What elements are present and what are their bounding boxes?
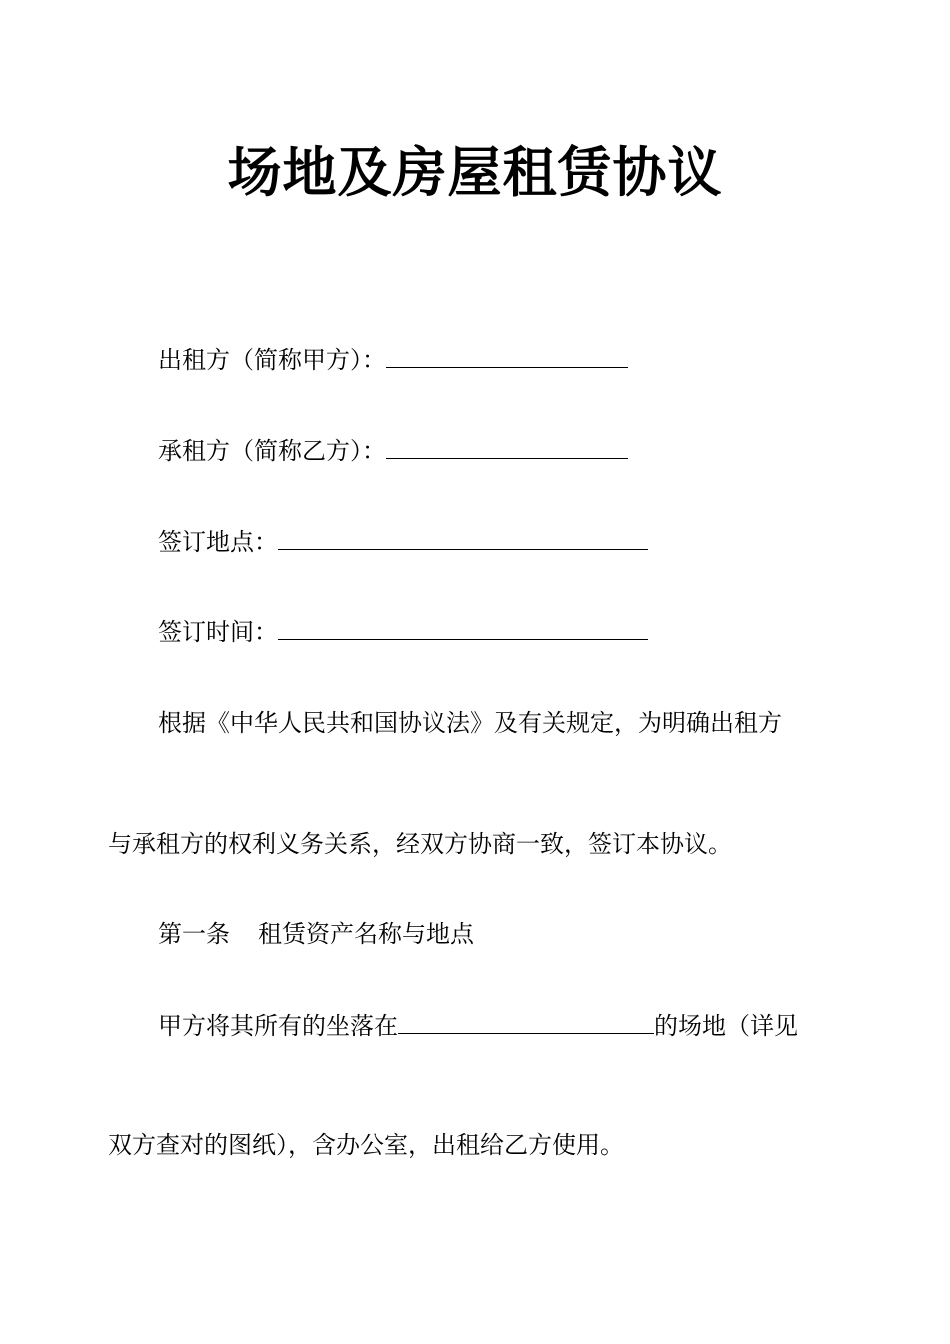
location-blank[interactable]: [398, 1009, 654, 1034]
article-1-line-2: 双方查对的图纸），含办公室，出租给乙方使用。: [108, 1131, 624, 1159]
signing-time-field: [158, 615, 648, 649]
lessor-blank[interactable]: [386, 343, 628, 368]
article-number: 第一条: [158, 920, 230, 948]
signing-place-blank[interactable]: [278, 525, 648, 550]
lessor-label: 出租方（简称甲方）：: [158, 346, 386, 374]
article-1-line-1: [158, 1009, 798, 1043]
lessee-field: [158, 434, 628, 468]
lessor-field: [158, 343, 628, 377]
document-title: 场地及房屋租赁协议: [227, 141, 723, 204]
signing-place-field: [158, 525, 648, 559]
preamble-line-2: 与承租方的权利义务关系，经双方协商一致，签订本协议。: [108, 830, 732, 858]
article-1-heading: [158, 917, 474, 951]
signing-time-label: 签订时间：: [158, 618, 278, 646]
article-heading: 租赁资产名称与地点: [258, 920, 474, 948]
lessee-blank[interactable]: [386, 434, 628, 459]
lessee-label: 承租方（简称乙方）：: [158, 437, 386, 465]
article-1-text-before: 甲方将其所有的坐落在: [158, 1012, 398, 1040]
signing-time-blank[interactable]: [278, 615, 648, 640]
article-1-text-after: 的场地（详见: [654, 1012, 798, 1040]
signing-place-label: 签订地点：: [158, 528, 278, 556]
preamble-line-1: 根据《中华人民共和国协议法》及有关规定，为明确出租方: [158, 709, 782, 737]
